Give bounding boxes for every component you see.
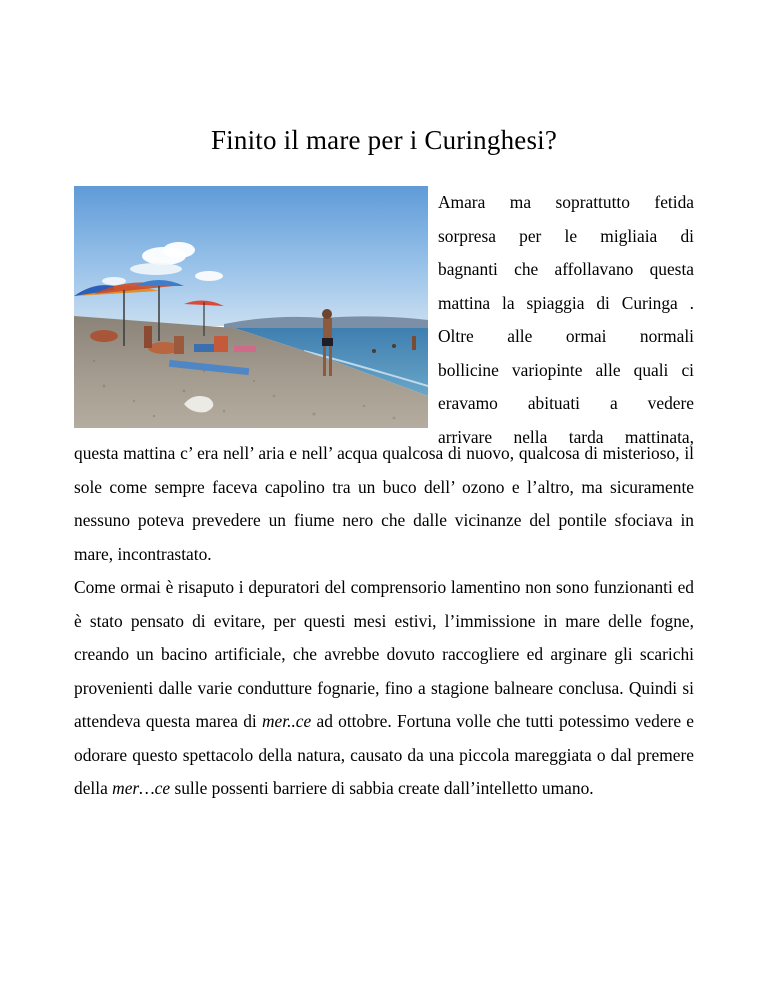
paragraph-1-continuation: questa mattina c’ era nell’ aria e nell’ acqua qualcosa di nuovo, qualcosa di misterioso, il sole come sempre faceva capolino tra un buco dell’ ozono e l’altro, ma sicuramente nessuno poteva prevedere un fiume nero che dalle vicinanze del pontile sfociava in mare, incontrastato. (74, 443, 694, 564)
text-line: Amara ma soprattutto fetida (438, 192, 694, 212)
text-line: bollicine variopinte alle quali ci (438, 359, 694, 380)
article-body (74, 437, 694, 806)
text-line: Oltre alle ormai normali (438, 326, 694, 346)
paragraph-2-text-c: sulle possenti barriere di sabbia create dall’intelletto umano. (170, 778, 594, 798)
paragraph-2-text-a: Come ormai è risaputo i depuratori del comprensorio lamentino non sono funzionanti ed è stato pensato di evitare, per questi mesi estivi, l’immissione in mare delle fogne, creando un bacino artificiale, che avrebbe dovuto raccogliere ed arginare gli scarichi provenienti dalle varie condutture fognarie, fino a stagione balneare conclusa. Quindi si attendeva questa marea di (74, 577, 694, 731)
intro-paragraph-beside-photo (438, 186, 694, 454)
text-line: sorpresa per le migliaia di (438, 225, 694, 246)
text-line: mattina la spiaggia di Curinga . (438, 292, 694, 313)
text-line: bagnanti che affollavano questa (438, 259, 694, 279)
emphasis-mer-ce-2: mer…ce (112, 778, 171, 798)
text-line: eravamo abituati a vedere (438, 393, 694, 413)
document-title: Finito il mare per i Curinghesi? (210, 125, 558, 155)
paragraph-2-text-b: ad ottobre. Fortuna volle che tutti potessimo vedere e odorare questo spettacolo della natura, causato da una piccola mareggiata o dal premere della (74, 711, 694, 798)
paragraph-2 (74, 571, 694, 806)
emphasis-mer-ce-1: mer..ce (262, 711, 312, 731)
beach-photo (74, 186, 428, 428)
beach-photo-image (74, 186, 428, 428)
text-line: arrivare nella tarda mattinata, (438, 426, 694, 447)
